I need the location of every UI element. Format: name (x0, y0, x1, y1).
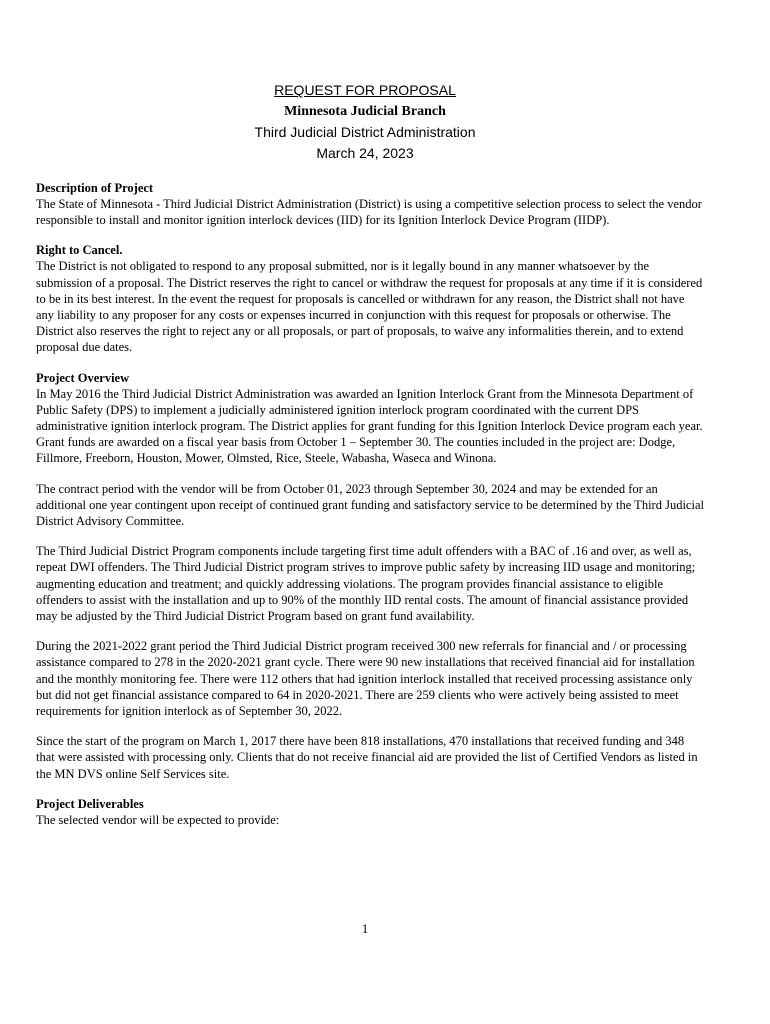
overview-paragraph-4: During the 2021-2022 grant period the Third Judicial District program received 300 new referrals for financial and / or processing assistance compared to 278 in the 2020-2021 grant cycle. There were 90 new installations that received financial aid for installation and the monthly monitoring fee. There were 112 others that had ignition interlock installed that received processing assistance only but did not get financial assistance compared to 64 in 2020-2021. There are 259 clients who were actively being assisted to meet requirements for ignition interlock as of September 30, 2022. (36, 639, 695, 719)
overview-paragraph-5: Since the start of the program on March 1, 2017 there have been 818 installations, 470 installations that received funding and 348 that were assisted with processing only. Clients that do not receive financial aid are provided the list of Certified Vendors as listed in the MN DVS online Self Services site. (36, 734, 698, 781)
page-number: 1 (361, 922, 369, 936)
overview-paragraph-1: In May 2016 the Third Judicial District Administration was awarded an Ignition Interlock Grant from the Minnesota Department of Public Safety (DPS) to implement a judicially administered ignition interlock program coordinated with the current DPS administrative ignition interlock program. The District applies for grant funding for this Ignition Interlock Device program each year. Grant funds are awarded on a fiscal year basis from October 1 – September 30. The counties included in the project are: Dodge, Fillmore, Freeborn, Houston, Mower, Olmsted, Rice, Steele, Wabasha, Waseca and Winona. (36, 386, 703, 466)
overview-paragraph-2: The contract period with the vendor will be from October 01, 2023 through September 30, 2024 and may be extended for an additional one year contingent upon receipt of continued grant funding and satisfactory service to be determined by the Third Judicial District Advisory Committee. (36, 481, 704, 529)
cancel-paragraph: The District is not obligated to respond to any proposal submitted, nor is it legally bound in any manner whatsoever by the submission of a proposal. The District reserves the right to cancel or withdraw the request for proposals at any time if it is considered to be in its best interest. In the event the request for proposals is cancelled or withdrawn for any reason, the District shall not have any liability to any proposer for any costs or expenses incurred in conjunction with this request for proposals or otherwise. The District also reserves the right to reject any or all proposals, or part of proposals, to waive any informalities therein, and to extend proposal due dates. (36, 259, 703, 355)
rfp-title: REQUEST FOR PROPOSAL (274, 82, 456, 98)
organization-name: Minnesota Judicial Branch (284, 104, 446, 119)
department-name: Third Judicial District Administration (254, 124, 476, 140)
description-paragraph: The State of Minnesota - Third Judicial District Administration (District) is using a competitive selection process to select the vendor responsible to install and monitor ignition interlock devices (IID) for its Ignition Interlock Device Program (IIDP). (36, 197, 702, 228)
section-title-description: Description of Project (36, 181, 154, 195)
section-title-deliverables: Project Deliverables (36, 796, 144, 811)
document-body (36, 180, 704, 828)
deliverables-paragraph: The selected vendor will be expected to provide: (36, 812, 280, 827)
overview-paragraph-3: The Third Judicial District Program components include targeting first time adult offenders with a BAC of .16 and over, as well as, repeat DWI offenders. The Third Judicial District program strives to improve public safety by increasing IID usage and monitoring; augmenting education and treatment; and quickly addressing violations. The program provides financial assistance to eligible offenders to assist with the installation and up to 90% of the monthly IID rental costs. The amount of financial assistance provided may be adjusted by the Third Judicial District Program based on grant fund availability. (36, 544, 696, 624)
document-header (0, 80, 730, 164)
section-title-overview: Project Overview (36, 370, 130, 385)
document-date: March 24, 2023 (316, 145, 414, 161)
section-title-cancel: Right to Cancel. (36, 243, 123, 258)
